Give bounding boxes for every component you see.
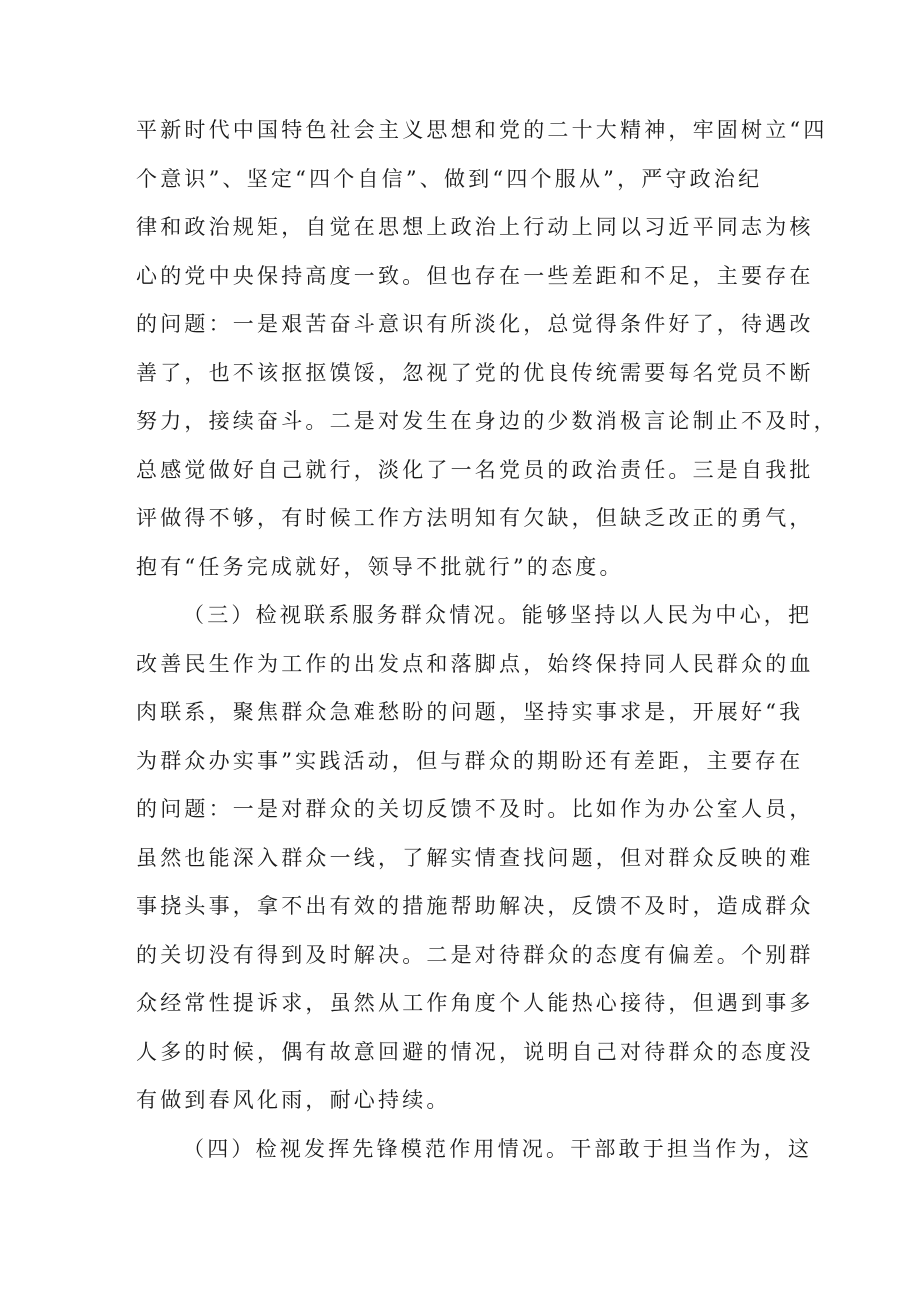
- text-line: 肉联系，聚焦群众急难愁盼的问题，坚持实事求是，开展好“我: [136, 700, 804, 724]
- text-line: 平新时代中国特色社会主义思想和党的二十大精神，牢固树立“四: [136, 118, 828, 142]
- text-line: 改善民生作为工作的出发点和落脚点，始终保持同人民群众的血: [136, 651, 814, 676]
- text-line: 总感觉做好自己就行，淡化了一名党员的政治责任。三是自我批: [136, 457, 814, 482]
- text-line: 善了，也不该抠抠馍馁，忽视了党的优良传统需要每名党员不断: [136, 360, 814, 385]
- text-line: 虽然也能深入群众一线，了解实情查找问题，但对群众反映的难: [136, 845, 814, 870]
- text-line: 努力，接续奋斗。二是对发生在身边的少数消极言论制止不及时，: [136, 409, 838, 433]
- text-line: 心的党中央保持高度一致。但也存在一些差距和不足，主要存在: [136, 263, 814, 288]
- text-line: 的关切没有得到及时解决。二是对待群众的态度有偏差。个别群: [136, 942, 814, 967]
- text-line: 律和政治规矩，自觉在思想上政治上行动上同以习近平同志为核: [136, 215, 814, 239]
- text-line: 人多的时候，偶有故意回避的情况，说明自己对待群众的态度没: [136, 1039, 814, 1064]
- text-line: 个意识”、坚定“四个自信”、做到“四个服从”，严守政治纪: [136, 166, 763, 191]
- text-line: 评做得不够，有时候工作方法明知有欠缺，但缺乏改正的勇气，: [136, 506, 814, 530]
- section-heading-line: （四）检视发挥先锋模范作用情况。干部敢于担当作为，这: [183, 1136, 813, 1161]
- text-line: 抱有“任务完成就好，领导不批就行”的态度。: [136, 554, 624, 579]
- text-line: 为群众办实事”实践活动，但与群众的期盼还有差距，主要存在: [136, 748, 804, 773]
- text-line: 事挠头事，拿不出有效的措施帮助解决，反馈不及时，造成群众: [136, 894, 814, 918]
- text-line: 的问题：一是艰苦奋斗意识有所淡化，总觉得条件好了，待遇改: [136, 312, 814, 336]
- text-line: 的问题：一是对群众的关切反馈不及时。比如作为办公室人员，: [136, 797, 814, 821]
- body-text: [136, 106, 838, 1173]
- text-line: 众经常性提诉求，虽然从工作角度个人能热心接待，但遇到事多: [136, 991, 814, 1015]
- text-line: 有做到春风化雨，耐心持续。: [136, 1088, 451, 1112]
- section-heading-line: （三）检视联系服务群众情况。能够坚持以人民为中心，把: [183, 603, 813, 627]
